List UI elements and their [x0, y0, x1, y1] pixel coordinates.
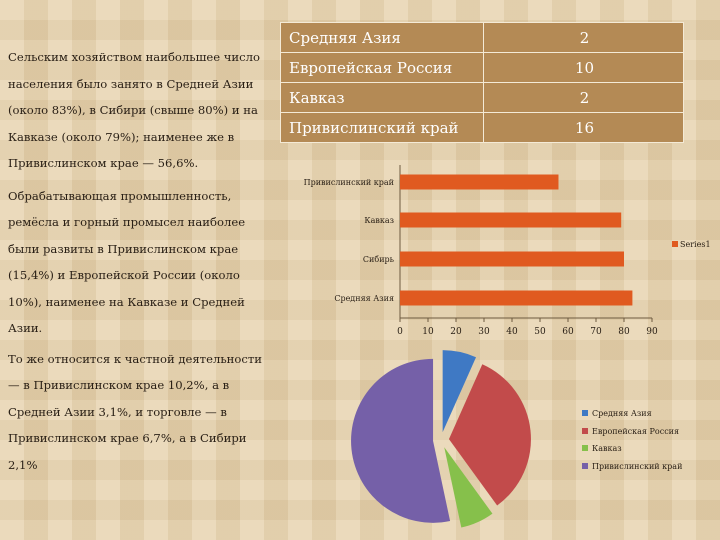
- x-tick-label: 60: [562, 327, 574, 337]
- x-tick-label: 80: [618, 327, 630, 337]
- pie-legend-swatch: [582, 463, 588, 469]
- table-cell-value: 16: [484, 113, 684, 143]
- agriculture-paragraph: Сельским хозяйством наибольшее число населения было занято в Средней Азии (около 83%), в Сибири (свыше 80%) и на Кавказе (около 79%); наименее же в Привислинском крае — 56,6%.: [8, 50, 260, 170]
- x-tick-label: 10: [422, 327, 434, 337]
- table-cell-region: Европейская Россия: [281, 53, 484, 83]
- table-cell-value: 10: [484, 53, 684, 83]
- y-category-label: Сибирь: [362, 255, 394, 264]
- x-tick-label: 0: [397, 327, 403, 337]
- x-tick-label: 90: [646, 327, 658, 337]
- y-category-label: Средняя Азия: [334, 294, 394, 303]
- table-cell-region: Средняя Азия: [281, 23, 484, 53]
- pie-legend-swatch: [582, 445, 588, 451]
- x-tick-label: 50: [534, 327, 546, 337]
- table-cell-value: 2: [484, 83, 684, 113]
- pie-slice: [351, 359, 450, 523]
- y-category-label: Привислинский край: [303, 178, 394, 187]
- x-tick-label: 40: [506, 327, 518, 337]
- y-category-label: Кавказ: [364, 216, 394, 225]
- pie-legend-label: Европейская Россия: [592, 427, 680, 436]
- x-tick-label: 30: [478, 327, 490, 337]
- table-cell-value: 2: [484, 23, 684, 53]
- table-cell-region: Кавказ: [281, 83, 484, 113]
- x-tick-label: 20: [450, 327, 462, 337]
- private-trade-paragraph: То же относится к частной деятельности — в Привислинском крае 10,2%, а в Средней Азии 3,1%, и торговле — в Привислинском крае 6,7%, а в Сибири 2,1%: [8, 351, 262, 472]
- industry-paragraph: Обрабатывающая промышленность, ремёсла и горный промысел наиболее были развиты в Привислинском крае (15,4%) и Европейской России (около 10%), наименее на Кавказе и Средней Азии.: [8, 188, 246, 335]
- pie-legend-label: Кавказ: [592, 444, 622, 453]
- table-cell-region: Привислинский край: [281, 113, 484, 143]
- pie-legend-swatch: [582, 410, 588, 416]
- x-tick-label: 70: [590, 327, 602, 337]
- pie-legend-label: Средняя Азия: [592, 409, 652, 418]
- pie-legend-label: Привислинский край: [592, 462, 683, 471]
- pie-legend-swatch: [582, 428, 588, 434]
- legend-label: Series1: [680, 240, 711, 249]
